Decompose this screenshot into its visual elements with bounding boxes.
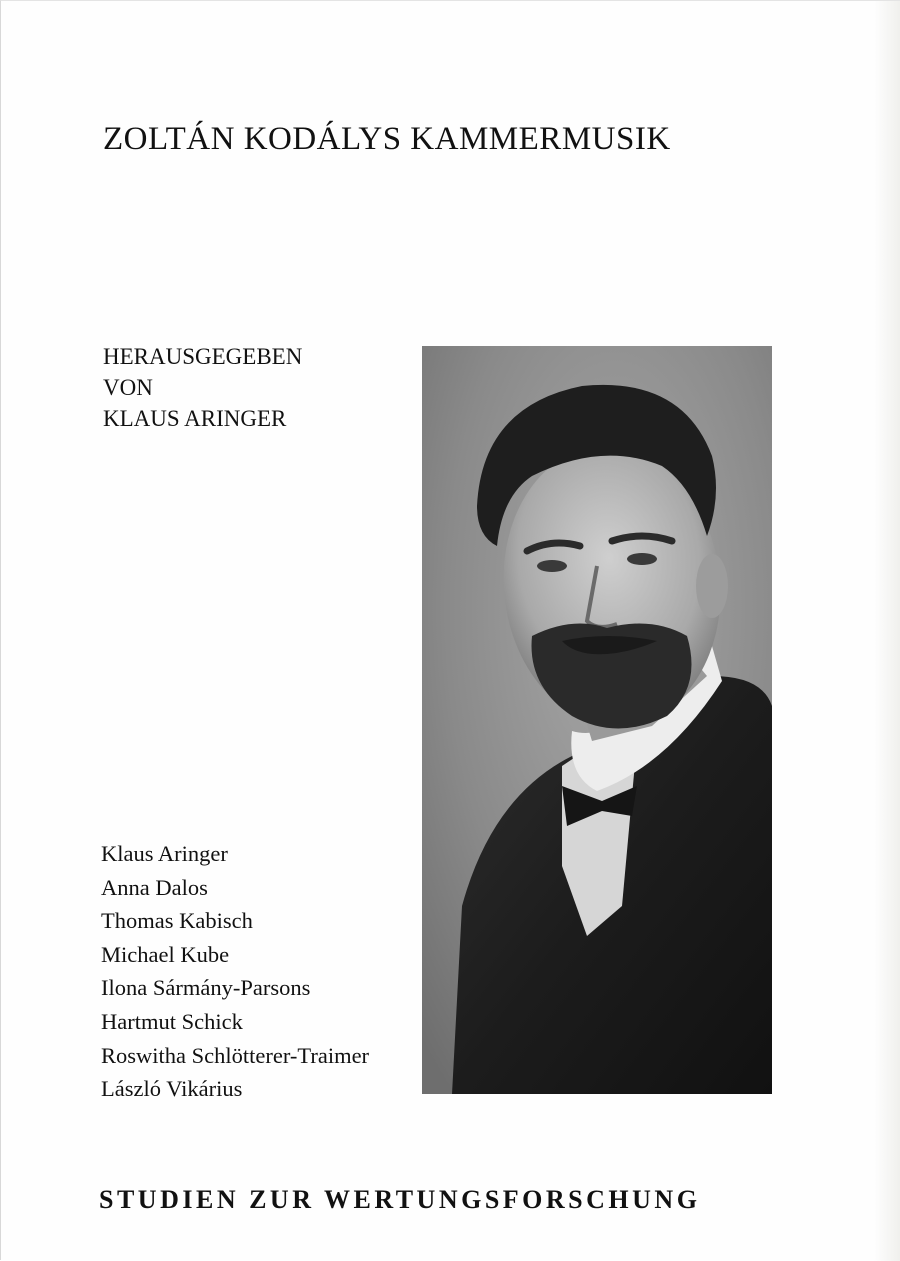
editor-block xyxy=(103,341,302,434)
author-name: Roswitha Schlötterer-Traimer xyxy=(101,1042,370,1068)
author-name: Thomas Kabisch xyxy=(101,908,253,934)
editor-name: KLAUS ARINGER xyxy=(103,406,287,431)
author-name: Anna Dalos xyxy=(101,874,208,900)
author-name: Hartmut Schick xyxy=(101,1008,243,1034)
author-list xyxy=(101,837,369,1106)
author-name: László Vikárius xyxy=(101,1076,243,1102)
portrait-photo xyxy=(422,346,772,1094)
author-name: Ilona Sármány-Parsons xyxy=(101,975,311,1001)
author-name: Michael Kube xyxy=(101,941,230,967)
editor-line: HERAUSGEGEBEN xyxy=(103,344,303,369)
editor-line: VON xyxy=(103,375,153,400)
series-title: STUDIEN ZUR WERTUNGSFORSCHUNG xyxy=(99,1185,701,1214)
author-name: Klaus Aringer xyxy=(101,841,228,866)
book-title: ZOLTÁN KODÁLYS KAMMERMUSIK xyxy=(103,121,671,157)
